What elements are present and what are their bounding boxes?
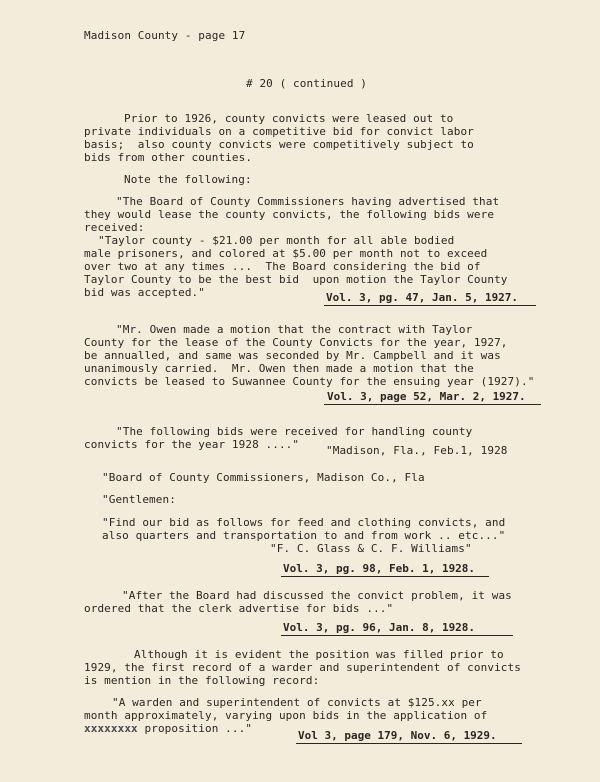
quote-line: "The following bids were received for handling county bbox=[116, 425, 473, 438]
section-title: # 20 ( continued ) bbox=[246, 77, 368, 90]
quote-line: ordered that the clerk advertise for bids ..." bbox=[84, 602, 394, 615]
quote-line: bid was accepted." bbox=[84, 286, 206, 299]
quote-line: also quarters and transportation to and from work .. etc..." bbox=[102, 529, 506, 542]
quote-line: "Find our bid as follows for feed and clothing convicts, and bbox=[102, 516, 506, 529]
paragraph-line: is mention in the following record: bbox=[84, 674, 320, 687]
quote-line: convicts be leased to Suwannee County for the ensuing year (1927)." bbox=[84, 375, 535, 388]
citation-underline bbox=[281, 635, 513, 636]
quote-line: be annualled, and same was seconded by Mr. Campbell and it was bbox=[84, 349, 501, 362]
quote-line: "Mr. Owen made a motion that the contract with Taylor bbox=[116, 323, 473, 336]
intro-line: Prior to 1926, county convicts were leased out to bbox=[124, 112, 454, 125]
citation: Vol. 3, page 52, Mar. 2, 1927. bbox=[327, 390, 526, 403]
intro-line: bids from other counties. bbox=[84, 151, 253, 164]
citation: Vol. 3, pg. 98, Feb. 1, 1928. bbox=[283, 562, 476, 575]
quote-line-end: proposition ..." bbox=[137, 722, 253, 735]
intro-line: private individuals on a competitive bid for convict labor bbox=[84, 125, 474, 138]
quote-line: "The Board of County Commissioners having advertised that bbox=[116, 195, 500, 208]
quote-line: "Taylor county - $21.00 per month for all able bodied bbox=[98, 234, 455, 247]
quote-line: Taylor County to be the best bid upon motion the Taylor County bbox=[84, 273, 508, 286]
quote-line: County for the lease of the County Convicts for the year, 1927, bbox=[84, 336, 508, 349]
citation-underline bbox=[324, 404, 541, 405]
quote-place-date: "Madison, Fla., Feb.1, 1928 bbox=[326, 444, 508, 457]
quote-line: "A warden and superintendent of convicts at $125.xx per bbox=[112, 696, 482, 709]
quote-line: received: bbox=[84, 221, 145, 234]
quote-line-final bbox=[84, 722, 252, 735]
quote-greeting: "Gentlemen: bbox=[102, 493, 176, 506]
citation-underline bbox=[324, 305, 536, 306]
quote-line: they would lease the county convicts, the following bids were bbox=[84, 208, 495, 221]
struck-out-word: xxxxxxxx bbox=[84, 722, 138, 735]
paragraph-line: 1929, the first record of a warder and superintendent of convicts bbox=[84, 661, 521, 674]
citation: Vol 3, page 179, Nov. 6, 1929. bbox=[298, 729, 497, 742]
quote-line: male prisoners, and colored at $5.00 per month not to exceed bbox=[84, 247, 488, 260]
quote-line: convicts for the year 1928 ...." bbox=[84, 438, 300, 451]
quote-line: "After the Board had discussed the convict problem, it was bbox=[122, 589, 512, 602]
note-line: Note the following: bbox=[124, 173, 252, 186]
citation: Vol. 3, pg. 47, Jan. 5, 1927. bbox=[326, 291, 519, 304]
quote-signature: "F. C. Glass & C. F. Williams" bbox=[270, 542, 472, 555]
quote-line: over two at any times ... The Board considering the bid of bbox=[84, 260, 481, 273]
citation-underline bbox=[296, 743, 522, 744]
quote-line: unanimously carried. Mr. Owen then made a motion that the bbox=[84, 362, 474, 375]
intro-line: basis; also county convicts were competitively subject to bbox=[84, 138, 474, 151]
quote-address: "Board of County Commissioners, Madison Co., Fla bbox=[102, 471, 425, 484]
citation-underline bbox=[281, 576, 489, 577]
citation: Vol. 3, pg. 96, Jan. 8, 1928. bbox=[283, 621, 476, 634]
paragraph-line: Although it is evident the position was filled prior to bbox=[134, 648, 504, 661]
page-header: Madison County - page 17 bbox=[84, 29, 246, 42]
quote-line: month approximately, varying upon bids in the application of bbox=[84, 709, 488, 722]
